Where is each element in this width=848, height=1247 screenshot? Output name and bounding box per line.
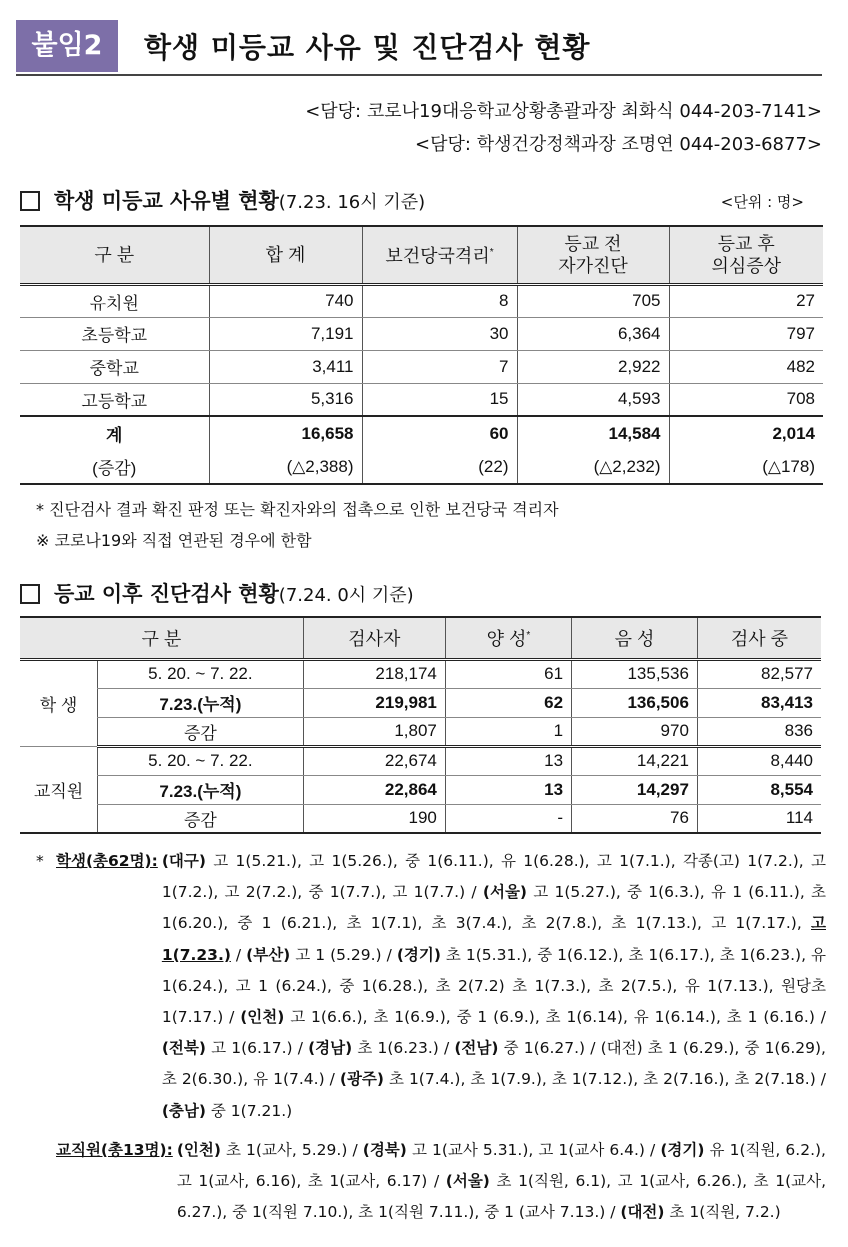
region-label: (인천)	[240, 1008, 285, 1027]
note-asterisk: *	[36, 852, 44, 870]
case-list-text: 고 1 (5.29.) /	[290, 945, 397, 964]
table-cell: 970	[572, 717, 698, 746]
table-cell: 4,593	[517, 383, 669, 416]
table-cell: 13	[445, 775, 571, 804]
group-label: 학 생	[20, 659, 98, 746]
section-title-testing	[20, 578, 414, 608]
case-list-text: 초 1(직원, 7.2.)	[664, 1203, 781, 1222]
period-label: 7.23.(누적)	[98, 775, 304, 804]
section-title-absence	[20, 185, 425, 215]
region-label: (충남)	[161, 1101, 206, 1120]
region-label: (경북)	[362, 1140, 407, 1159]
group-label: 교직원	[20, 746, 98, 833]
case-list-text: 초 1(교사, 5.29.) /	[220, 1140, 363, 1159]
column-header: 음 성	[572, 617, 698, 659]
table-cell: 14,297	[572, 775, 698, 804]
region-label: (대구)	[161, 852, 206, 870]
region-label: (대전)	[620, 1203, 665, 1222]
table-cell: 8,554	[697, 775, 821, 804]
table-cell: 30	[362, 317, 517, 350]
table-cell: (△178)	[669, 450, 823, 484]
case-list-text: 고 1(5.27.), 중 1(6.3.), 유 1 (6.11.), 초 1(6.20.), 중 1 (6.21.), 초 1(7.1), 초 3(7.4.), 초 2(7.8.), 초 1(7.13.), 고 1(7.17.),	[161, 883, 826, 933]
table-cell: 8,440	[697, 746, 821, 775]
table-cell: 15	[362, 383, 517, 416]
table-row	[20, 350, 823, 383]
section-heading: 학생 미등교 사유별 현황	[54, 189, 279, 213]
column-header: 등교 후 의심증상	[669, 226, 823, 284]
period-label: 7.23.(누적)	[98, 688, 304, 717]
document-header	[16, 20, 822, 76]
period-label: 증감	[98, 804, 304, 833]
column-header: 양 성*	[445, 617, 571, 659]
row-label: 유치원	[20, 284, 209, 317]
column-header: 보건당국격리*	[362, 226, 517, 284]
section-heading: 등교 이후 진단검사 현황	[54, 582, 279, 606]
case-list-text: 고 1(6.17.) /	[205, 1039, 309, 1058]
table-row	[20, 659, 821, 688]
column-header: 검사자	[303, 617, 445, 659]
table-cell: 8	[362, 284, 517, 317]
testing-status-table	[20, 616, 821, 834]
row-label: 중학교	[20, 350, 209, 383]
table-cell: 22,674	[303, 746, 445, 775]
table-cell: 705	[517, 284, 669, 317]
table-cell: 60	[362, 416, 517, 450]
page-title: 학생 미등교 사유 및 진단검사 현황	[144, 31, 591, 64]
table-cell: 62	[445, 688, 571, 717]
period-label: 5. 20. ~ 7. 22.	[98, 659, 304, 688]
table-cell: 797	[669, 317, 823, 350]
checkbox-square-icon	[20, 584, 40, 604]
highlighted-case: 고 1(7.23.)	[161, 914, 826, 964]
case-list-text: 중 1(7.21.)	[205, 1101, 293, 1120]
table-header-row	[20, 226, 823, 284]
table-cell: 14,584	[517, 416, 669, 450]
table-row	[20, 416, 823, 450]
table-cell: 83,413	[697, 688, 821, 717]
staff-cases-heading: 교직원(총13명):	[56, 1140, 173, 1159]
case-list-text: /	[230, 945, 247, 964]
table-row	[20, 284, 823, 317]
region-label: (광주)	[339, 1070, 384, 1089]
region-label: (경기)	[660, 1140, 705, 1159]
table-cell: 218,174	[303, 659, 445, 688]
table-cell: 2,014	[669, 416, 823, 450]
table-header-row	[20, 617, 821, 659]
row-label: (증감)	[20, 450, 209, 484]
table-cell: 27	[669, 284, 823, 317]
table-row	[20, 450, 823, 484]
table-cell: (△2,232)	[517, 450, 669, 484]
table-cell: 61	[445, 659, 571, 688]
table-cell: 1	[445, 717, 571, 746]
student-cases-note	[36, 846, 826, 1127]
case-notes	[36, 846, 826, 1228]
table-cell: 836	[697, 717, 821, 746]
table-cell: (22)	[362, 450, 517, 484]
table-row	[20, 317, 823, 350]
staff-cases-note	[36, 1135, 826, 1229]
section-date-note: (7.24. 0시 기준)	[278, 585, 414, 606]
table-cell: 7	[362, 350, 517, 383]
column-header: 등교 전 자가진단	[517, 226, 669, 284]
table-cell: 740	[209, 284, 362, 317]
table-row	[20, 383, 823, 416]
table-cell: 482	[669, 350, 823, 383]
case-list-text: 고 1(교사 5.31.), 고 1(교사 6.4.) /	[406, 1140, 661, 1159]
table-cell: 708	[669, 383, 823, 416]
region-label: (부산)	[246, 945, 291, 964]
case-list-text: 고 1(6.6.), 초 1(6.9.), 중 1 (6.9.), 초 1(6.14), 유 1(6.14.), 초 1 (6.16.) /	[284, 1008, 826, 1027]
row-label: 계	[20, 416, 209, 450]
column-header: 구 분	[20, 226, 209, 284]
case-list-text: 고 1(5.21.), 고 1(5.26.), 중 1(6.11.), 유 1(6.28.), 고 1(7.1.), 각종(고) 1(7.2.), 고 1(7.2.), 고 2(7.2.), 중 1(7.7.), 고 1(7.7.) /	[161, 852, 826, 902]
case-list-text: 유 1(직원, 6.2.), 고 1(교사, 6.16), 초 1(교사, 6.17) /	[176, 1140, 826, 1191]
table-cell: 1,807	[303, 717, 445, 746]
staff-cases-body	[173, 1135, 826, 1229]
table-cell: 135,536	[572, 659, 698, 688]
case-list-text: 초 1(직원, 6.1), 고 1(교사, 6.26.), 초 1(교사, 6.27.), 중 1(직원 7.10.), 초 1(직원 7.11.), 중 1 (교사 7.13.) /	[176, 1172, 826, 1222]
footnote-quarantine: * 진단검사 결과 확진 판정 또는 확진자와의 접촉으로 인한 보건당국 격리자	[36, 500, 559, 519]
region-label: (전북)	[161, 1039, 206, 1058]
row-label: 고등학교	[20, 383, 209, 416]
table-cell: 219,981	[303, 688, 445, 717]
table-cell: 13	[445, 746, 571, 775]
student-cases-heading: 학생(총62명):	[56, 852, 158, 870]
table-cell: 76	[572, 804, 698, 833]
region-label: (경기)	[396, 945, 441, 964]
table-row	[20, 688, 821, 717]
region-label: (서울)	[445, 1172, 490, 1191]
case-list-text: 초 1(5.31.), 중 1(6.12.), 초 1(6.17.), 초 1(6.23.), 유 1(6.24.), 고 1 (6.24.), 중 1(6.28.), 초 2(7.2) 초 1(7.3.), 초 2(7.5.), 유 1(7.13.), 원당초 1(7.17.) /	[161, 945, 826, 1027]
table-cell: 3,411	[209, 350, 362, 383]
unit-label: <단위 : 명>	[720, 193, 804, 211]
student-cases-body	[158, 846, 826, 1127]
case-list-text: 중 1(6.27.) / (대전) 초 1 (6.29.), 중 1(6.29), 초 2(6.30.), 유 1(7.4.) /	[161, 1039, 826, 1089]
table-row	[20, 717, 821, 746]
row-label: 초등학교	[20, 317, 209, 350]
period-label: 5. 20. ~ 7. 22.	[98, 746, 304, 775]
case-list-text: 초 1(7.4.), 초 1(7.9.), 초 1(7.12.), 초 2(7.16.), 초 2(7.18.) /	[383, 1070, 826, 1089]
column-header: 구 분	[20, 617, 303, 659]
table-cell: (△2,388)	[209, 450, 362, 484]
table-cell: 22,864	[303, 775, 445, 804]
table-cell: 190	[303, 804, 445, 833]
region-label: (경남)	[308, 1039, 353, 1058]
table-cell: -	[445, 804, 571, 833]
checkbox-square-icon	[20, 191, 40, 211]
section-date-note: (7.23. 16시 기준)	[278, 192, 426, 213]
case-list-text: 초 1(6.23.) /	[352, 1039, 455, 1058]
footnote-covid: ※ 코로나19와 직접 연관된 경우에 한함	[36, 531, 312, 550]
region-label: (서울)	[482, 883, 528, 902]
table-row	[20, 804, 821, 833]
absence-reason-table	[20, 225, 823, 485]
table-row	[20, 775, 821, 804]
region-label: (인천)	[176, 1140, 221, 1159]
region-label: (전남)	[454, 1039, 499, 1058]
contact-line-2: <담당: 학생건강정책과장 조명연 044-203-6877>	[415, 134, 822, 155]
table-row	[20, 746, 821, 775]
table-cell: 114	[697, 804, 821, 833]
table-cell: 7,191	[209, 317, 362, 350]
column-header: 합 계	[209, 226, 362, 284]
contact-line-1: <담당: 코로나19대응학교상황총괄과장 최화식 044-203-7141>	[305, 101, 822, 122]
period-label: 증감	[98, 717, 304, 746]
table-cell: 5,316	[209, 383, 362, 416]
table-cell: 136,506	[572, 688, 698, 717]
table-cell: 6,364	[517, 317, 669, 350]
table-cell: 16,658	[209, 416, 362, 450]
table-cell: 82,577	[697, 659, 821, 688]
attachment-badge: 붙임2	[16, 20, 118, 72]
table-cell: 14,221	[572, 746, 698, 775]
table-cell: 2,922	[517, 350, 669, 383]
column-header: 검사 중	[697, 617, 821, 659]
